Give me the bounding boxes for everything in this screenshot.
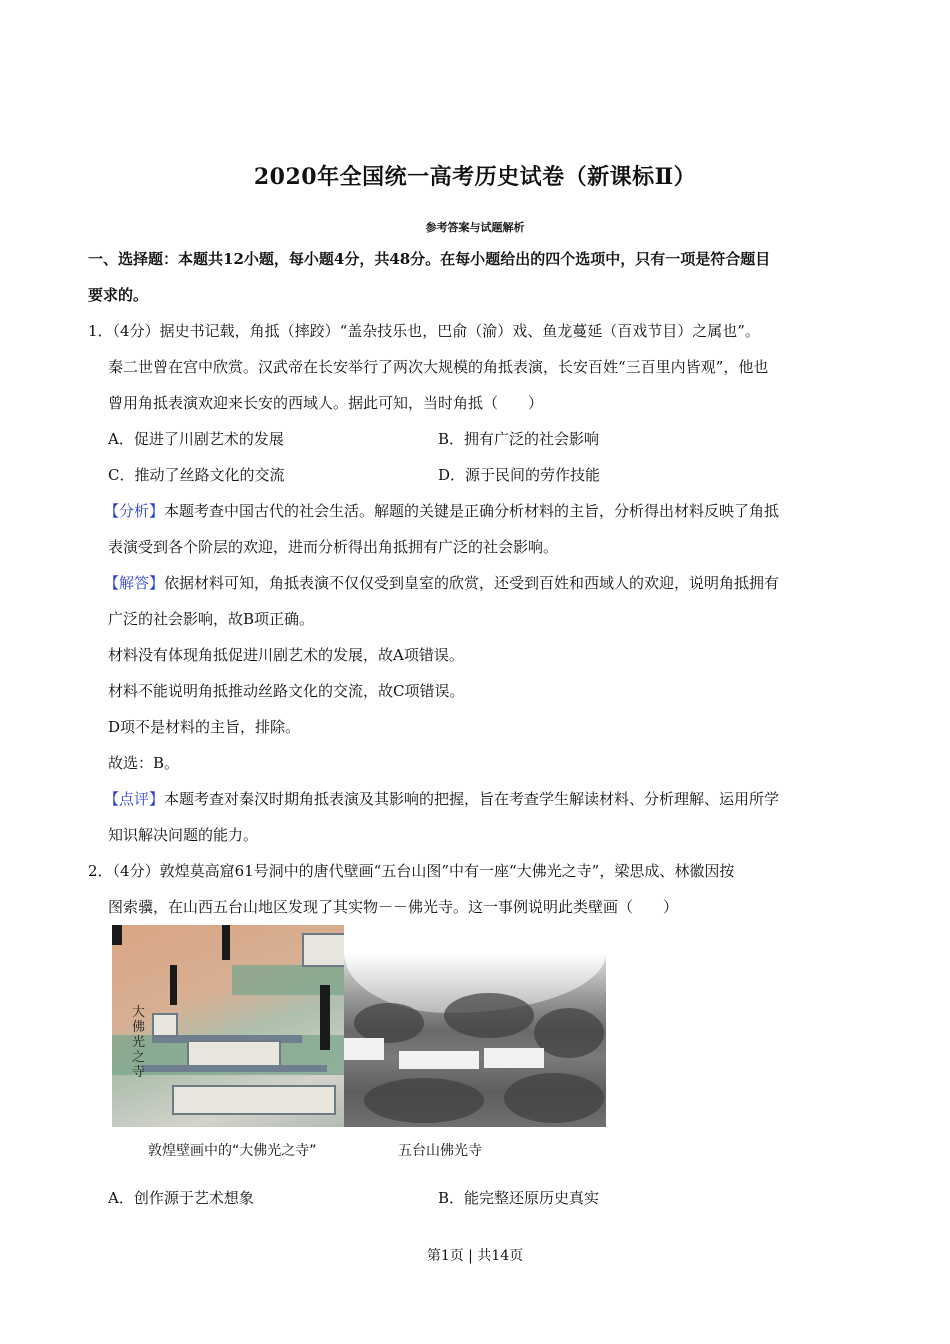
page-footer: 第1页 | 共14页 — [426, 1248, 524, 1264]
question-1-answer-line-2: 广泛的社会影响，故B项正确。 — [108, 610, 315, 628]
question-stem-text: （4分）敦煌莫高窟61号洞中的唐代壁画“五台山图”中有一座“大佛光之寺”，梁思成、林徽因按 — [112, 862, 735, 880]
figure-caption-right: 五台山佛光寺 — [398, 1143, 482, 1159]
comment-tag: 【点评】 — [104, 790, 165, 808]
question-1-option-b: B．拥有广泛的社会影响 — [438, 430, 600, 448]
question-1-option-a: A．促进了川剧艺术的发展 — [108, 430, 284, 448]
question-number: 1． — [88, 322, 113, 340]
question-1-option-d: D．源于民间的劳作技能 — [438, 466, 601, 484]
foguang-temple-photo — [344, 953, 606, 1127]
question-1-stem-line-1 — [88, 321, 760, 341]
answer-text: 依据材料可知，角抵表演不仅仅受到皇室的欣赏，还受到百姓和西域人的欢迎，说明角抵拥有 — [164, 574, 780, 592]
analysis-tag: 【分析】 — [104, 502, 165, 520]
mural-inscription: 大佛光之寺 — [132, 1005, 146, 1080]
comment-text: 本题考查对秦汉时期角抵表演及其影响的把握，旨在考查学生解读材料、分析理解、运用所学 — [164, 790, 780, 808]
question-1-stem-line-2: 秦二世曾在宫中欣赏。汉武帝在长安举行了两次大规模的角抵表演，长安百姓“三百里内皆观”，他也 — [108, 358, 769, 376]
question-number: 2． — [88, 862, 113, 880]
question-1-stem-line-3: 曾用角抵表演欢迎来长安的西域人。据此可知，当时角抵（ ） — [108, 394, 544, 412]
question-1-comment — [104, 789, 779, 809]
question-2-figure — [112, 925, 607, 1127]
question-stem-text: （4分）据史书记载，角抵（摔跤）“盖杂技乐也，巴俞（渝）戏、鱼龙蔓延（百戏节目）之属也”。 — [112, 322, 760, 340]
question-2-stem-line-1 — [88, 861, 734, 881]
answer-tag: 【解答】 — [104, 574, 165, 592]
dunhuang-mural-image — [112, 925, 344, 1127]
figure-caption-left: 敦煌壁画中的“大佛光之寺” — [148, 1143, 317, 1159]
question-2-option-a: A．创作源于艺术想象 — [108, 1189, 254, 1207]
question-1-option-c: C．推动了丝路文化的交流 — [108, 466, 285, 484]
question-1-final-choice: 故选：B。 — [108, 754, 180, 772]
question-1-answer-line-4: 材料不能说明角抵推动丝路文化的交流，故C项错误。 — [108, 682, 465, 700]
question-2-stem-line-2: 图索骥，在山西五台山地区发现了其实物－－佛光寺。这一事例说明此类壁画（ ） — [108, 898, 679, 916]
question-1-analysis — [104, 501, 779, 521]
question-1-answer-line-3: 材料没有体现角抵促进川剧艺术的发展，故A项错误。 — [108, 646, 464, 664]
document-subtitle: 参考答案与试题解析 — [425, 221, 525, 234]
section-heading-line-1: 一、选择题：本题共12小题，每小题4分，共48分。在每小题给出的四个选项中，只有一项是符合题目 — [88, 250, 771, 268]
analysis-text: 本题考查中国古代的社会生活。解题的关键是正确分析材料的主旨，分析得出材料反映了角抵 — [164, 502, 780, 520]
question-1-analysis-line-2: 表演受到各个阶层的欢迎，进而分析得出角抵拥有广泛的社会影响。 — [108, 538, 559, 556]
question-2-option-b: B．能完整还原历史真实 — [438, 1189, 600, 1207]
question-1-answer — [104, 573, 779, 593]
question-1-comment-line-2: 知识解决问题的能力。 — [108, 826, 259, 844]
section-heading-line-2: 要求的。 — [88, 286, 149, 304]
document-title: 2020年全国统一高考历史试卷（新课标Ⅱ） — [253, 164, 697, 190]
question-1-answer-line-5: D项不是材料的主旨，排除。 — [108, 718, 301, 736]
